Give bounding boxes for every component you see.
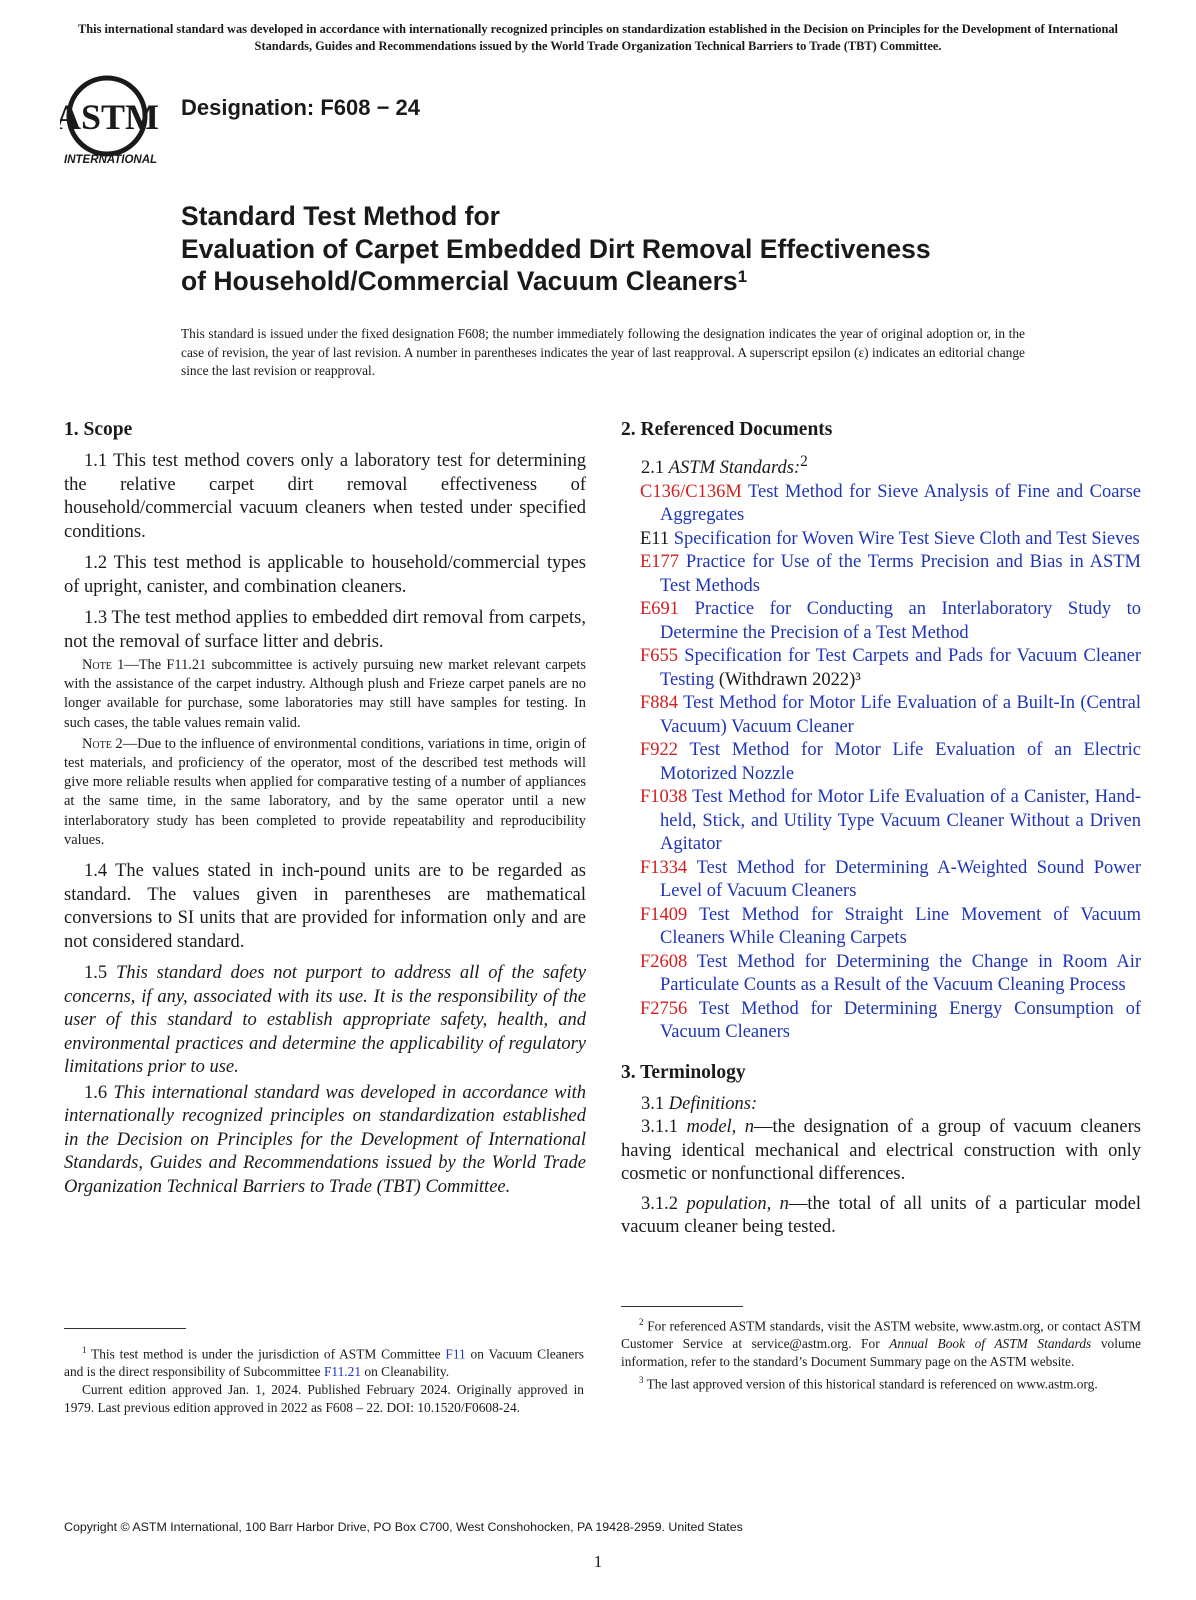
top-notice: This international standard was developed in accordance with internationally recognized principles on standardization established in the Decision on Principles for the Development of International Standards, Guides and Recommendations issued by the World Trade Organization Technical Barriers to Trade (TBT) Committee. [77, 22, 1119, 53]
right-column [621, 418, 1141, 1246]
document-title [181, 200, 1081, 298]
reference-title-link[interactable]: Test Method for Straight Line Movement of Vacuum Cleaners While Cleaning Carpets [660, 904, 1141, 949]
definitions-subheading: 3.1 Definitions: [641, 1093, 758, 1114]
footnotes-2-3 [621, 1313, 1141, 1394]
scope-1-2: 1.2 This test method is applicable to household/commercial types of upright, canister, and combination cleaners. [64, 553, 587, 597]
svg-text:INTERNATIONAL: INTERNATIONAL [64, 154, 158, 166]
reference-title-link[interactable]: Practice for Conducting an Interlaboratory Study to Determine the Precision of a Test Method [660, 599, 1142, 643]
footnote-2: $^2$ For referenced ASTM standards, visit the ASTM website, www.astm.org, or contact ASTM Customer Service at service@astm.org. For Annual Book of ASTM Standards volume information, refer to the standard’s Document Summary page on the ASTM website. [621, 1317, 1141, 1370]
reference-title-link[interactable]: Specification for Woven Wire Test Sieve Cloth and Test Sieves [673, 528, 1140, 549]
reference-code-link[interactable]: E691 [640, 599, 680, 620]
reference-title-link[interactable]: Specification for Test Carpets and Pads for Vacuum Cleaner Testing [660, 646, 1141, 690]
reference-code-link[interactable]: F884 [640, 693, 679, 714]
reference-item [621, 692, 1141, 739]
reference-title-link[interactable]: Test Method for Motor Life Evaluation of an Electric Motorized Nozzle [660, 740, 1141, 784]
reference-title-link[interactable]: Test Method for Determining A-Weighted Sound Power Level of Vacuum Cleaners [660, 857, 1141, 902]
reference-code-link[interactable]: F1334 [640, 857, 688, 878]
reference-code-link[interactable]: F2608 [640, 951, 688, 972]
scope-1-4: 1.4 The values stated in inch-pound units are to be regarded as standard. The values given in parentheses are mathematical conversions to SI units that are provided for information only and are not considered standard. [64, 861, 587, 952]
reference-item [621, 951, 1141, 998]
reference-item [621, 645, 1141, 692]
reference-code-link[interactable]: E11 [640, 528, 670, 549]
reference-item [621, 786, 1141, 857]
scope-1-1: 1.1 This test method covers only a laboratory test for determining the relative carpet dirt removal effectiveness of household/commercial vacuum cleaners when tested under specified conditions. [64, 451, 586, 542]
reference-item [621, 598, 1141, 645]
reference-list [621, 481, 1141, 1045]
svg-text:ASTM: ASTM [60, 97, 160, 137]
note-2: Note 2—Due to the influence of environmental conditions, variations in time, origin of test materials, and proficiency of the operator, most of the described test methods will give more reliable results when applied for comparative testing of a number of appliances at the same time, in the same laboratory, and by the same operator until a new interlaboratory study has been completed to provide repeatability and reproducibility values. [64, 735, 587, 848]
scope-1-5: 1.5 This standard does not purport to address all of the safety concerns, if any, associated with its use. It is the responsibility of the user of this standard to establish appropriate safety, health, and environmental practices and determine the applicability of regulatory limitations prior to use. [64, 963, 586, 1078]
left-column [64, 418, 586, 1207]
reference-code-link[interactable]: C136/C136M [640, 481, 742, 502]
reference-item [621, 998, 1141, 1045]
title-line-1: Standard Test Method for [181, 201, 500, 231]
terminology-heading: 3. Terminology [621, 1061, 746, 1083]
astm-standards-subheading: 2.1 ASTM Standards:$^2$ [641, 453, 808, 479]
footnote-rule-right [621, 1306, 743, 1307]
reference-item [621, 739, 1141, 786]
page-number: 1 [593, 1552, 603, 1571]
definition-model: 3.1.1 model, n—the designation of a group of vacuum cleaners having identical mechanical and electrical construction with only cosmetic or nonfunctional differences. [621, 1117, 1142, 1185]
reference-title-link[interactable]: Practice for Use of the Terms Precision and Bias in ASTM Test Methods [660, 552, 1141, 596]
scope-heading: 1. Scope [64, 419, 133, 440]
reference-title-link[interactable]: Test Method for Motor Life Evaluation of a Built-In (Central Vacuum) Vacuum Cleaner [660, 693, 1141, 737]
footnote-1: $^1$ This test method is under the jurisdiction of ASTM Committee F11 on Vacuum Cleaners and is the direct responsibility of Subcommittee F11.21 on Cleanability. Current edition approved Jan. 1, 2024. Published February 2024. Originally approved in 1979. Last previous edition approved in 2022 as F608 – 22. DOI: 10.1520/F0608-24. [64, 1345, 584, 1416]
copyright-line: Copyright © ASTM International, 100 Barr Harbor Drive, PO Box C700, West Conshohocken, PA 19428-2959. United States [64, 1520, 743, 1534]
reference-code-link[interactable]: F922 [640, 740, 679, 761]
reference-title-link[interactable]: Test Method for Determining the Change in Room Air Particulate Counts as a Result of the Vacuum Cleaning Process [660, 951, 1141, 996]
reference-code-link[interactable]: F655 [640, 646, 679, 667]
astm-logo [60, 72, 172, 172]
reference-code-link[interactable]: E177 [640, 552, 680, 573]
reference-title-link[interactable]: Test Method for Determining Energy Consumption of Vacuum Cleaners [660, 998, 1141, 1043]
title-line-3: of Household/Commercial Vacuum Cleaners$^1$ [181, 266, 748, 296]
reference-extra: (Withdrawn 2022)³ [714, 669, 861, 690]
reference-item [621, 904, 1141, 951]
reference-item [621, 528, 1141, 552]
definition-population: 3.1.2 population, n—the total of all units of a particular model vacuum cleaner being tested. [621, 1193, 1141, 1238]
link-f11-21[interactable]: F11.21 [323, 1364, 362, 1380]
footnote-rule-left [64, 1328, 186, 1329]
reference-item [621, 481, 1141, 528]
references-heading: 2. Referenced Documents [621, 419, 833, 440]
scope-1-6: 1.6 This international standard was developed in accordance with internationally recognized principles on standardization established in the Decision on Principles for the Development of International Standards, Guides and Recommendations issued by the World Trade Organization Technical Barriers to Trade (TBT) Committee. [64, 1082, 587, 1197]
reference-title-link[interactable]: Test Method for Sieve Analysis of Fine and Coarse Aggregates [660, 481, 1141, 526]
reference-code-link[interactable]: F1038 [640, 787, 688, 808]
scope-1-3: 1.3 The test method applies to embedded dirt removal from carpets, not the removal of surface litter and debris. [64, 608, 587, 652]
reference-item [621, 551, 1141, 598]
reference-item [621, 857, 1141, 904]
reference-title-link[interactable]: Test Method for Motor Life Evaluation of a Canister, Hand-held, Stick, and Utility Type Vacuum Cleaner Without a Driven Agitator [660, 787, 1141, 855]
issue-note: This standard is issued under the fixed designation F608; the number immediately following the designation indicates the year of original adoption or, in the case of revision, the year of last revision. A number in parentheses indicates the year of last reapproval. A superscript epsilon (ε) indicates an editorial change since the last revision or reapproval. [181, 326, 1025, 378]
footnote-3: $^3$ The last approved version of this historical standard is referenced on www.astm.org. [639, 1375, 1098, 1392]
link-f11[interactable]: F11 [445, 1346, 466, 1362]
note-1: Note 1—The F11.21 subcommittee is actively pursuing new market relevant carpets with the assistance of the carpet industry. Although plush and Frieze carpet panels are no longer available for purchase, some laboratories may still have samples for testing. In such cases, the table values remain valid. [64, 657, 587, 731]
reference-code-link[interactable]: F2756 [640, 998, 688, 1019]
title-line-2: Evaluation of Carpet Embedded Dirt Removal Effectiveness [181, 233, 931, 264]
designation: Designation: F608 − 24 [181, 95, 421, 120]
title-footnote-mark[interactable]: 1 [737, 267, 748, 286]
reference-code-link[interactable]: F1409 [640, 904, 688, 925]
